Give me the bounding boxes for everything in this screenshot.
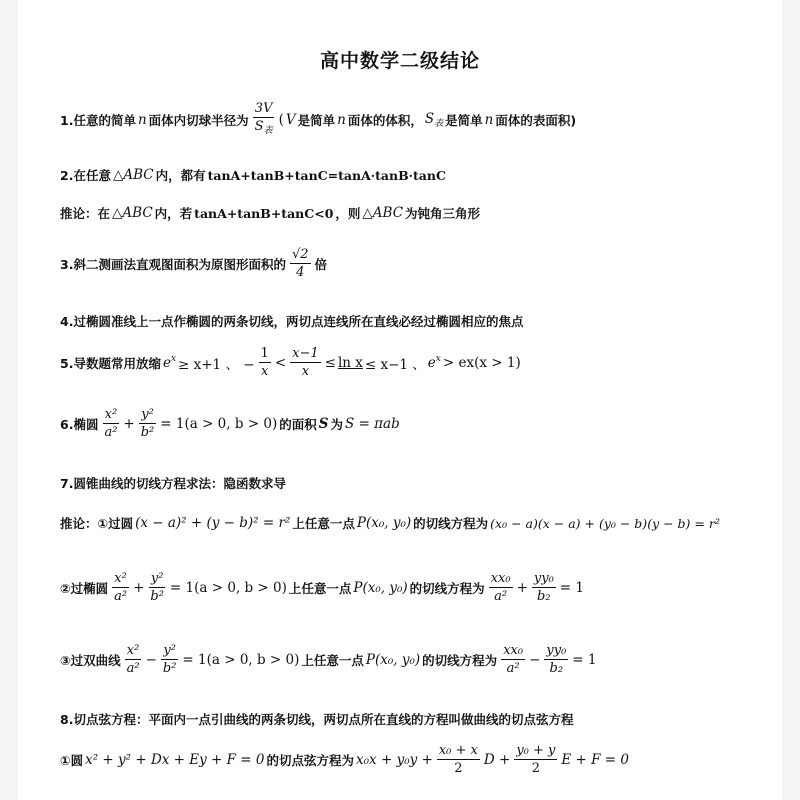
math: = 1 (559, 579, 584, 596)
math: + (516, 579, 528, 596)
text: 上任意一点 (292, 516, 355, 531)
numerator: 3V (254, 101, 273, 116)
fraction (253, 100, 275, 140)
math: S = πab (345, 415, 400, 432)
denominator: x (301, 364, 310, 379)
numerator: xx₀ (490, 571, 511, 586)
denominator: b² (150, 589, 164, 604)
text: 的切线方程为 (422, 652, 498, 668)
numerator: y² (150, 571, 164, 586)
text: 2.在任意 (60, 168, 111, 183)
denominator: a² (506, 661, 520, 676)
corollary-8-circle (60, 742, 629, 777)
numerator: √2 (291, 247, 309, 262)
conclusion-4 (60, 312, 523, 330)
denominator: b₂ (537, 589, 551, 604)
corollary-7-circle (60, 514, 720, 532)
text: 7.圆锥曲线的切线方程求法：隐函数求导 (60, 476, 286, 491)
math: − (145, 651, 157, 668)
numerator: yy₀ (533, 571, 554, 586)
math: $S_表$ (424, 111, 444, 129)
math: P(x₀, y₀) (365, 651, 421, 668)
math: > ex(x > 1) (442, 354, 521, 371)
fraction (161, 642, 179, 677)
conclusion-2 (60, 166, 446, 184)
corollary-2 (60, 204, 480, 222)
denominator: a² (494, 589, 508, 604)
math: < (274, 354, 287, 371)
numerator: x₀ + x (438, 743, 478, 758)
numerator: 1 (260, 346, 269, 361)
text: 为钝角三角形 (405, 206, 481, 221)
text: 面体的表面积) (495, 113, 577, 128)
numerator: y² (163, 643, 176, 658)
math: P(x₀, y₀) (356, 515, 412, 531)
fraction (532, 570, 556, 605)
fraction (489, 570, 513, 605)
math: ≤ x−1 、 (364, 356, 426, 373)
conclusion-3 (60, 246, 327, 281)
text: ③过双曲线 (60, 652, 121, 668)
text: 的切线方程为 (409, 580, 485, 596)
fraction (290, 246, 311, 281)
math: △ABC (112, 167, 154, 183)
math: n (484, 112, 494, 128)
math: V (285, 112, 296, 128)
math: ≥ x+1 、 − (178, 356, 255, 373)
text: 倍 (314, 256, 328, 272)
text: 上任意一点 (301, 652, 364, 668)
corollary-7-hyperbola (60, 642, 596, 677)
math: P(x₀, y₀) (353, 579, 408, 596)
page-title: 高中数学二级结论 (319, 50, 480, 72)
corollary-7-ellipse (60, 570, 584, 605)
math: $e^x$ (427, 354, 441, 371)
text: 内，若 (154, 206, 193, 221)
fraction (148, 570, 166, 605)
text: 5.导数题常用放缩 (60, 355, 161, 371)
denominator: b₂ (549, 661, 564, 676)
conclusion-7 (60, 474, 286, 492)
math: ≤ (324, 354, 336, 371)
math: n (337, 112, 346, 128)
denominator: 2 (454, 761, 463, 776)
math: S (318, 415, 329, 432)
fraction (139, 406, 157, 441)
text: 1.任意的简单 (60, 113, 136, 128)
math: n (137, 112, 147, 128)
text: 上任意一点 (288, 580, 352, 596)
numerator: y² (141, 407, 154, 422)
text: 面体的体积， (347, 113, 423, 128)
math: x₀x + y₀y + (356, 751, 433, 768)
math: E + F = 0 (561, 751, 629, 768)
text: 面体内切球半径为 (148, 113, 249, 128)
fraction (514, 742, 557, 777)
math: + (133, 579, 145, 596)
denominator: b² (140, 425, 155, 440)
denominator: 2 (531, 761, 540, 776)
denominator: b² (162, 661, 177, 676)
denominator: a² (126, 661, 140, 676)
text: 为 (330, 416, 344, 432)
text: 推论：在 (60, 206, 111, 221)
text: 的切线方程为 (413, 516, 489, 531)
math: = 1(a > 0, b > 0) (160, 415, 278, 432)
text: ①圆 (60, 752, 84, 768)
math: △ABC (112, 205, 153, 221)
text: ，则 (335, 206, 361, 221)
text: 4.过椭圆准线上一点作椭圆的两条切线，两切点连线所在直线必经过椭圆相应的焦点 (60, 314, 524, 329)
numerator: x−1 (292, 346, 319, 361)
math: D + (483, 751, 511, 768)
document-page (18, 0, 782, 800)
denominator: $S_表$ (254, 119, 273, 136)
fraction (112, 570, 129, 605)
conclusion-8 (60, 710, 573, 728)
conclusion-6 (60, 406, 400, 441)
text: 3.斜二测画法直观图面积为原图形面积的 (60, 256, 286, 272)
math: + (123, 415, 135, 432)
fraction (501, 642, 525, 677)
text: 的切点弦方程为 (266, 752, 355, 768)
numerator: yy₀ (546, 643, 567, 658)
fraction (544, 642, 568, 677)
text: 是简单 (297, 113, 336, 128)
math: = 1(a > 0, b > 0) (182, 651, 300, 668)
math: $e^x$ (162, 354, 177, 371)
text: 8.切点弦方程：平面内一点引曲线的两条切线，两切点所在直线的方程叫做曲线的切点弦方程 (60, 712, 574, 727)
numerator: x² (126, 643, 140, 658)
numerator: xx₀ (503, 643, 524, 658)
conclusion-1 (60, 100, 576, 140)
math: △ABC (362, 205, 404, 221)
text: ②过椭圆 (60, 580, 109, 596)
fraction (437, 742, 480, 777)
fraction (125, 642, 142, 677)
conclusion-5 (60, 345, 521, 380)
math: (x − a)² + (y − b)² = r² (135, 515, 291, 531)
denominator: x (261, 364, 269, 379)
math: x² + y² + Dx + Ey + F = 0 (85, 751, 265, 768)
denominator: a² (104, 425, 118, 440)
fraction (290, 345, 321, 380)
math: ln x (337, 354, 363, 371)
text: 是简单 (445, 113, 483, 128)
text: 6.椭圆 (60, 416, 99, 432)
text: 推论：①过圆 (60, 516, 134, 531)
math: = 1(a > 0, b > 0) (169, 579, 287, 596)
math: tanA+tanB+tanC=tanA·tanB·tanC (207, 167, 446, 183)
text: 的面积 (279, 416, 317, 432)
fraction (102, 406, 119, 441)
numerator: y₀ + y (516, 743, 556, 758)
denominator: a² (114, 589, 128, 604)
math: ( (278, 112, 284, 128)
math: tanA+tanB+tanC<0 (194, 205, 334, 221)
math: (x₀ − a)(x − a) + (y₀ − b)(y − b) = r² (490, 515, 720, 531)
math: − (529, 651, 541, 668)
fraction (259, 345, 271, 380)
denominator: 4 (296, 265, 305, 280)
numerator: x² (114, 571, 127, 586)
math: = 1 (572, 651, 597, 668)
text: 内，都有 (155, 168, 206, 183)
numerator: x² (104, 407, 118, 422)
